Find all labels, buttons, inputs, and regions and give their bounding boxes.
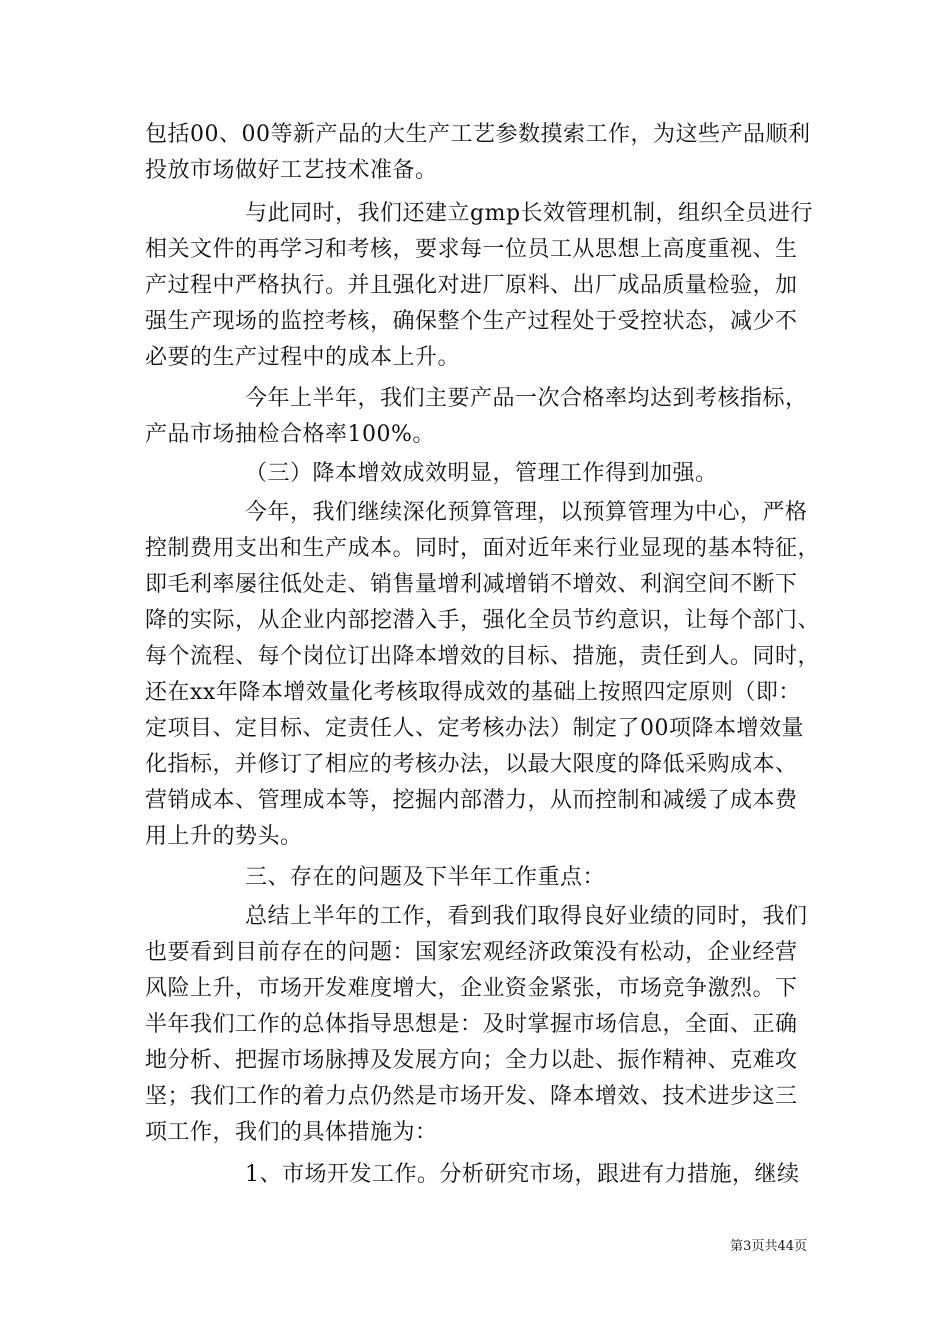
text-line: 地分析、把握市场脉搏及发展方向；全力以赴、振作精神、克难攻 [145,1048,798,1073]
text-line: 今年，我们继续深化预算管理，以预算管理为中心，严格 [245,500,808,525]
text-line: 今年上半年，我们主要产品一次合格率均达到考核指标， [245,386,808,411]
text-line: 投放市场做好工艺技术准备。 [145,158,438,183]
text-line: 半年我们工作的总体指导思想是：及时掌握市场信息，全面、正确 [145,1012,798,1037]
text-line: 也要看到目前存在的问题：国家宏观经济政策没有松动，企业经营 [145,940,798,965]
text-line: 营销成本、管理成本等，挖掘内部潜力，从而控制和减缓了成本费 [145,788,798,813]
text-line: 定项目、定目标、定责任人、定考核办法）制定了00项降本增效量 [145,716,804,741]
text-line: 降的实际，从企业内部挖潜入手，强化全员节约意识，让每个部门、 [145,608,821,633]
text-line: 化指标，并修订了相应的考核办法，以最大限度的降低采购成本、 [145,752,798,777]
text-line: 每个流程、每个岗位订出降本增效的目标、措施，责任到人。同时， [145,644,821,669]
text-line: 1、市场开发工作。分析研究市场，跟进有力措施，继续 [245,1162,800,1187]
text-line: 风险上升，市场开发难度增大，企业资金紧张，市场竞争激烈。下 [145,976,798,1001]
text-line: 产过程中严格执行。并且强化对进厂原料、出厂成品质量检验，加 [145,273,798,298]
text-line: 强生产现场的监控考核，确保整个生产过程处于受控状态，减少不 [145,309,798,334]
text-line: 坚；我们工作的着力点仍然是市场开发、降本增效、技术进步这三 [145,1084,798,1109]
text-line: 控制费用支出和生产成本。同时，面对近年来行业显现的基本特征， [145,536,821,561]
page-number: 第3页共44页 [730,1239,807,1254]
text-line: 包括00、00等新产品的大生产工艺参数摸索工作，为这些产品顺利 [145,122,811,147]
text-line: 相关文件的再学习和考核，要求每一位员工从思想上高度重视、生 [145,237,798,262]
text-line: 总结上半年的工作，看到我们取得良好业绩的同时，我们 [245,904,808,929]
text-line: 产品市场抽检合格率100%。 [145,422,435,447]
text-line: 即毛利率屡往低处走、销售量增利减增销不增效、利润空间不断下 [145,572,798,597]
section-heading: 三、存在的问题及下半年工作重点： [245,865,606,890]
text-line: 与此同时，我们还建立gmp长效管理机制，组织全员进行 [245,201,814,226]
text-line: 项工作，我们的具体措施为： [145,1120,438,1145]
text-line: 必要的生产过程中的成本上升。 [145,345,461,370]
section-heading: （三）降本增效成效明显，管理工作得到加强。 [245,461,718,486]
text-line: 还在xx年降本增效量化考核取得成效的基础上按照四定原则（即： [145,680,801,705]
text-line: 用上升的势头。 [145,824,303,849]
